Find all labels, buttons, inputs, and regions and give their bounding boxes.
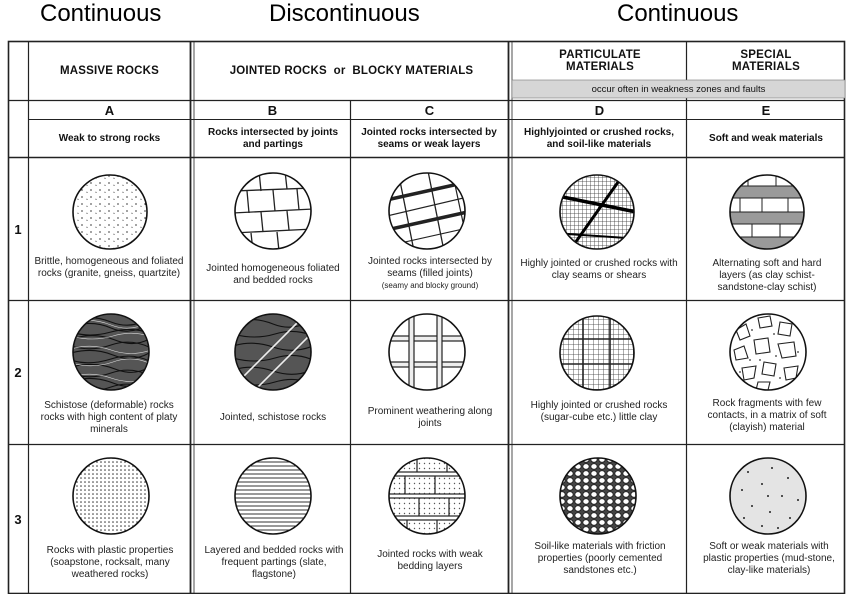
description-1e: Alternating soft and hard layers (as clay schist-sandstone-clay schist) [712, 258, 822, 293]
description-3e: Soft or weak materials with plastic properties (mud-stone, clay-like materials) [703, 541, 835, 576]
column-subtitle-b: Rocks intersected by joints and partings [207, 127, 339, 150]
description-1b: Jointed homogeneous foliated and bedded rocks [206, 263, 340, 286]
description-2d: Highly jointed or crushed rocks (sugar-cube etc.) little clay [530, 400, 668, 423]
description-1d: Highly jointed or crushed rocks with clay seams or shears [520, 258, 678, 281]
row-number-1: 1 [14, 221, 22, 237]
weakness-zones-note: occur often in weakness zones and faults [591, 83, 766, 95]
column-subtitle-c: Jointed rocks intersected by seams or weak layers [361, 127, 497, 150]
crushed-seams-icon [558, 173, 636, 251]
column-subtitle-d: Highlyjointed or crushed rocks, and soil-like materials [523, 127, 675, 150]
weak-bedding-icon [387, 456, 467, 536]
column-subtitle-a: Weak to strong rocks [58, 132, 161, 144]
label-continuous-left: Continuous [40, 0, 162, 27]
label-discontinuous: Discontinuous [269, 0, 420, 27]
description-2e: Rock fragments with few contacts, in a matrix of soft (clayish) material [707, 398, 827, 433]
description-2a: Schistose (deformable) rocks rocks with high content of platy minerals [40, 400, 178, 435]
alternating-layers-icon [728, 173, 806, 251]
header-jointed-rocks: JOINTED ROCKS or BLOCKY MATERIALS [229, 65, 474, 77]
description-3d: Soil-like materials with friction properties (poorly cemented sandstones etc.) [534, 541, 666, 576]
blocky-joints-icon [233, 171, 313, 251]
description-1c [356, 256, 504, 291]
schistose-icon [71, 312, 151, 392]
column-letter-d: D [594, 102, 605, 118]
description-2c: Prominent weathering along joints [367, 406, 493, 429]
rock-fragments-icon [728, 312, 808, 392]
scattered-dots-icon [728, 456, 808, 536]
header-special-materials: SPECIAL MATERIALS [731, 49, 801, 73]
soil-like-icon [558, 456, 638, 536]
description-2b: Jointed, schistose rocks [219, 412, 327, 423]
description-1c-text: Jointed rocks intersected by seams (filled joints) [368, 256, 492, 279]
column-letter-b: B [267, 102, 278, 118]
column-subtitle-e: Soft and weak materials [709, 132, 823, 144]
description-1c-note: (seamy and blocky ground) [381, 281, 479, 290]
column-letter-a: A [104, 102, 115, 118]
description-1a: Brittle, homogeneous and foliated rocks (granite, gneiss, quartzite) [34, 256, 184, 279]
row-number-2: 2 [14, 365, 22, 380]
seamed-joints-icon [387, 171, 467, 251]
label-continuous-right: Continuous [617, 0, 739, 27]
header-massive-rocks: MASSIVE ROCKS [59, 65, 160, 77]
description-3a: Rocks with plastic properties (soapstone, rocksalt, many weathered rocks) [46, 545, 174, 580]
jointed-schistose-icon [233, 312, 313, 392]
header-particulate-materials: PARTICULATE MATERIALS [559, 49, 641, 73]
dots-dense-icon [71, 456, 151, 536]
bedded-layers-icon [233, 456, 313, 536]
column-letter-e: E [761, 102, 771, 118]
sugar-cube-icon [558, 314, 636, 392]
column-letter-c: C [424, 102, 435, 118]
description-3b: Layered and bedded rocks with frequent partings (slate, flagstone) [204, 545, 344, 580]
description-3c: Jointed rocks with weak bedding layers [377, 549, 483, 572]
row-number-3: 3 [14, 512, 22, 527]
weathered-joints-icon [387, 312, 467, 392]
dots-sparse-icon [71, 173, 149, 251]
